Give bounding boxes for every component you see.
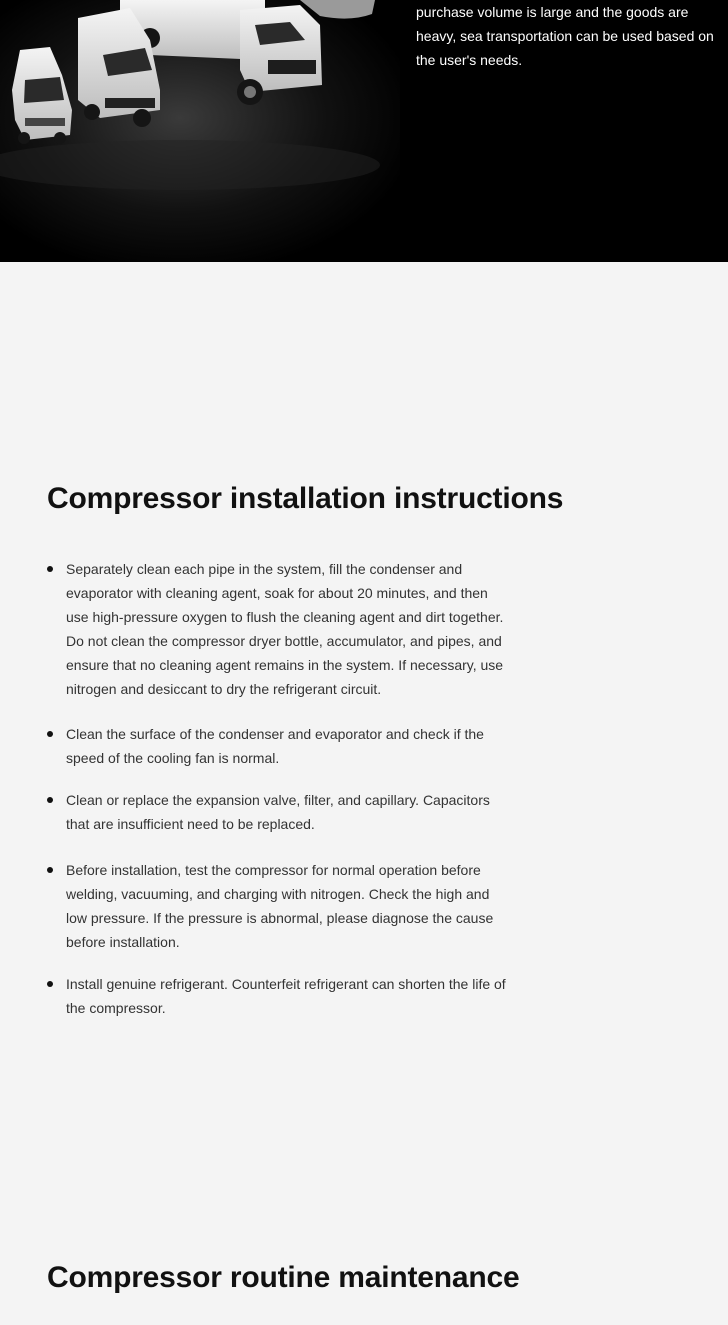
bullet-icon <box>47 797 53 803</box>
list-item <box>47 972 507 1020</box>
list-item <box>47 557 507 701</box>
hero-description: purchase volume is large and the goods are heavy, sea transportation can be used based on the user's needs. <box>416 4 714 68</box>
list-item <box>47 858 507 954</box>
list-item-text: Clean or replace the expansion valve, filter, and capillary. Capacitors that are insufficient need to be replaced. <box>66 792 490 832</box>
bullet-icon <box>47 981 53 987</box>
delivery-vehicles-image <box>0 0 400 262</box>
installation-steps-list <box>47 557 507 1020</box>
list-item-text: Install genuine refrigerant. Counterfeit refrigerant can shorten the life of the compressor. <box>66 976 506 1016</box>
installation-section-title: Compressor installation instructions <box>47 482 564 515</box>
hero-banner <box>0 0 728 262</box>
list-item <box>47 788 507 836</box>
bullet-icon <box>47 867 53 873</box>
list-item-text: Before installation, test the compressor for normal operation before welding, vacuuming, and charging with nitrogen. Check the high and low pressure. If the pressure is abnormal, please diagnose the cause before installation. <box>66 862 494 950</box>
list-item <box>47 722 507 770</box>
list-item-text: Clean the surface of the condenser and evaporator and check if the speed of the cooling fan is normal. <box>66 726 484 766</box>
list-item-text: Separately clean each pipe in the system, fill the condenser and evaporator with cleaning agent, soak for about 20 minutes, and then use high-pressure oxygen to flush the cleaning agent and dirt together. Do not clean the compressor dryer bottle, accumulator, and pipes, and ensure that no cleaning agent remains in the system. If necessary, use nitrogen and desiccant to dry the refrigerant circuit. <box>66 561 504 697</box>
bullet-icon <box>47 731 53 737</box>
maintenance-section-title: Compressor routine maintenance <box>47 1261 520 1294</box>
bullet-icon <box>47 566 53 572</box>
